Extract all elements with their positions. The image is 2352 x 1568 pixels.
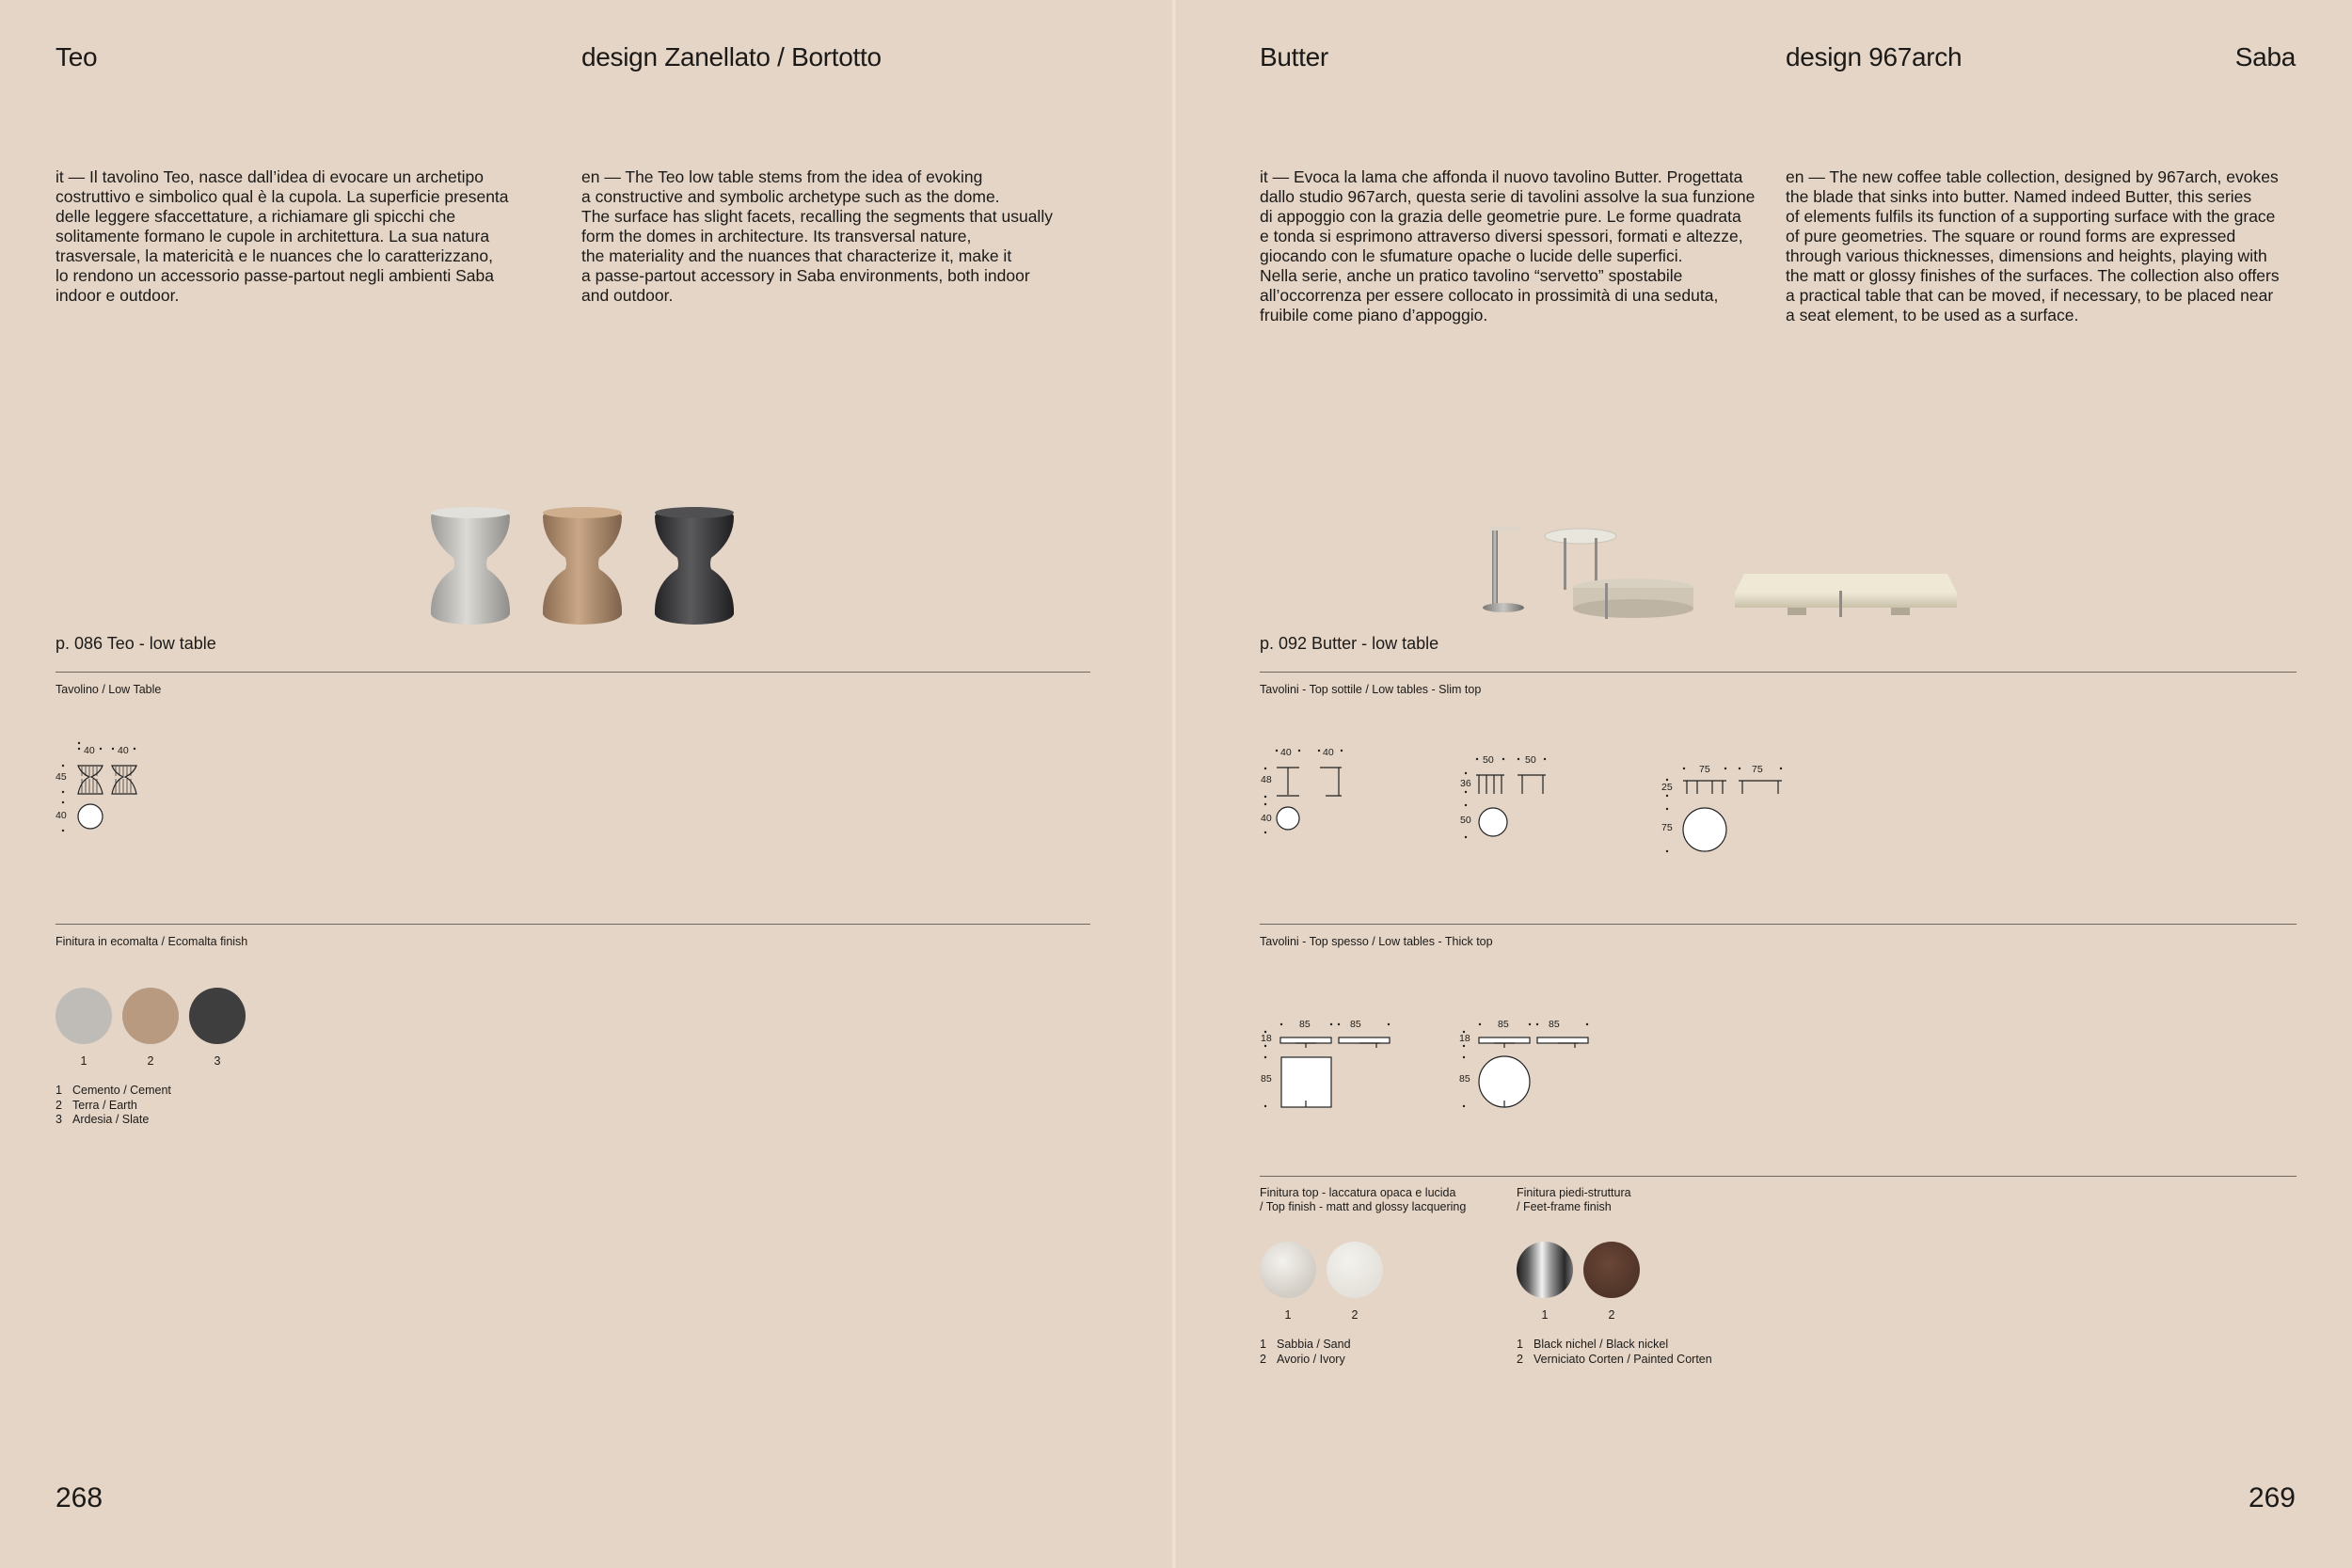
dim-width-1: 50 xyxy=(1483,754,1494,766)
dim-height: 45 xyxy=(56,771,67,783)
description-english: en — The Teo low table stems from the idea of evoking a constructive and symbolic archetype such as the dome. The surface has slight facets, recalling the segments that usually form the domes in architecture. Its transversal nature, the materiality and the nuances that characterize it, make it a passe-partout accessory in Saba environments, both indoor and outdoor. xyxy=(581,167,1053,305)
dim-width-2: 85 xyxy=(1549,1019,1560,1030)
designer-credit: design 967arch xyxy=(1786,42,1963,71)
divider xyxy=(1260,1176,2296,1177)
dim-width-1: 40 xyxy=(84,745,95,756)
legend-item: 1 Sabbia / Sand xyxy=(1260,1338,1351,1351)
stool-earth xyxy=(543,507,622,625)
product-title: Butter xyxy=(1260,42,1328,71)
dim-height: 48 xyxy=(1261,774,1272,785)
right-page xyxy=(1176,0,2352,1568)
swatch-number: 1 xyxy=(1541,1308,1549,1322)
finish-legend xyxy=(56,1084,171,1128)
dim-height: 25 xyxy=(1661,782,1673,793)
dimension-drawing-teo xyxy=(52,743,165,837)
swatch-number: 1 xyxy=(1284,1308,1292,1322)
side-table xyxy=(1483,527,1524,612)
legend-item: 2 Terra / Earth xyxy=(56,1098,137,1112)
section-label-slim-top: Tavolini - Top sottile / Low tables - Slim top xyxy=(1260,683,1482,696)
divider xyxy=(56,672,1090,673)
swatch-number: 2 xyxy=(1351,1308,1359,1322)
swatch-number: 1 xyxy=(80,1054,87,1068)
swatch-black-nickel xyxy=(1517,1242,1573,1298)
dimension-drawing-slim-40 xyxy=(1258,745,1361,839)
divider xyxy=(1260,924,2296,925)
dim-diameter: 75 xyxy=(1661,822,1673,833)
swatch-cement xyxy=(56,988,112,1044)
product-photo-teo xyxy=(423,503,743,630)
legend-item: 2 Verniciato Corten / Painted Corten xyxy=(1517,1352,1712,1366)
dim-height: 18 xyxy=(1459,1033,1470,1044)
swatch-earth xyxy=(122,988,179,1044)
dim-diameter: 85 xyxy=(1459,1073,1470,1085)
dim-width-1: 40 xyxy=(1280,747,1292,758)
dim-depth: 85 xyxy=(1261,1073,1272,1085)
section-label-finish: Finitura in ecomalta / Ecomalta finish xyxy=(56,935,248,948)
dimension-drawing-thick-round xyxy=(1456,1016,1607,1110)
dimension-drawing-slim-50 xyxy=(1458,752,1571,847)
product-reference: p. 086 Teo - low table xyxy=(56,634,216,653)
section-label-feet-finish: Finitura piedi-struttura / Feet-frame finish xyxy=(1517,1186,1631,1213)
section-label-low-table: Tavolino / Low Table xyxy=(56,683,162,696)
page-number: 268 xyxy=(56,1482,103,1513)
swatch-painted-corten xyxy=(1583,1242,1640,1298)
section-label-thick-top: Tavolini - Top spesso / Low tables - Thick top xyxy=(1260,935,1493,948)
legend-item: 3 Ardesia / Slate xyxy=(56,1113,150,1126)
swatch-number: 2 xyxy=(147,1054,154,1068)
left-page xyxy=(0,0,1173,1568)
dim-diameter: 40 xyxy=(1261,813,1272,824)
swatch-number: 3 xyxy=(214,1054,221,1068)
product-title: Teo xyxy=(56,42,98,71)
divider xyxy=(56,924,1090,925)
designer-credit: design Zanellato / Bortotto xyxy=(581,42,882,71)
dim-width-2: 85 xyxy=(1350,1019,1361,1030)
swatch-slate xyxy=(189,988,246,1044)
stool-slate xyxy=(655,507,734,625)
dimension-drawing-thick-square xyxy=(1258,1016,1408,1110)
dim-width-1: 85 xyxy=(1498,1019,1509,1030)
dim-width-1: 75 xyxy=(1699,764,1710,775)
legend-item: 2 Avorio / Ivory xyxy=(1260,1352,1345,1366)
description-english: en — The new coffee table collection, designed by 967arch, evokes the blade that sinks into butter. Named indeed Butter, this series of elements fulfils its function of a supporting surface with the grace of pure geometries. The square or round forms are expressed through various thicknesses, dimensions and heights, playing with the matt or glossy finishes of the surfaces. The collection also offers a practical table that can be moved, if necessary, to be placed near a seat element, to be used as a surface. xyxy=(1786,167,2280,325)
stool-cement xyxy=(431,507,510,625)
dim-width-1: 85 xyxy=(1299,1019,1311,1030)
swatch-number: 2 xyxy=(1608,1308,1615,1322)
dim-width-2: 40 xyxy=(118,745,129,756)
dim-width-2: 75 xyxy=(1752,764,1763,775)
dim-width-2: 50 xyxy=(1525,754,1536,766)
section-label-top-finish: Finitura top - laccatura opaca e lucida / Top finish - matt and glossy lacquering xyxy=(1260,1186,1467,1213)
description-italian: it — Il tavolino Teo, nasce dall’idea di evocare un archetipo costruttivo e simbolico qual è la cupola. La superficie presenta delle leggere sfaccettature, a richiamare gli spicchi che solitamente formano le cupole in architettura. La sua natura trasversale, la matericità e le nuances che lo caratterizzano, lo rendono un accessorio passe-partout negli ambienti Saba indoor e outdoor. xyxy=(56,167,509,305)
product-photo-butter xyxy=(1477,517,1966,626)
dimension-drawing-slim-75 xyxy=(1660,762,1801,856)
top-finish-legend xyxy=(1260,1338,1351,1367)
brand-name: Saba xyxy=(2234,42,2296,71)
swatch-ivory xyxy=(1327,1242,1383,1298)
dim-width-2: 40 xyxy=(1323,747,1334,758)
divider xyxy=(1260,672,2296,673)
dim-height: 18 xyxy=(1261,1033,1272,1044)
legend-item: 1 Cemento / Cement xyxy=(56,1084,171,1097)
description-italian: it — Evoca la lama che affonda il nuovo tavolino Butter. Progettata dallo studio 967arch, questa serie di tavolini assolve la sua funzione di appoggio con la grazia delle geometrie pure. Le forme quadrata e tonda si esprimono attraverso diversi spessori, formati e altezze, giocando con le sfumature opache o lucide delle superfici. Nella serie, anche un pratico tavolino “servetto” spostabile all’occorrenza per essere collocato in prossimità di una seduta, fruibile come piano d’appoggio. xyxy=(1260,167,1756,325)
swatch-sand xyxy=(1260,1242,1316,1298)
product-reference: p. 092 Butter - low table xyxy=(1260,634,1439,653)
round-tables xyxy=(1545,529,1693,619)
legend-item: 1 Black nichel / Black nickel xyxy=(1517,1338,1669,1351)
dim-diameter: 40 xyxy=(56,810,67,821)
dim-height: 36 xyxy=(1460,778,1471,789)
square-table xyxy=(1735,574,1957,617)
page-number: 269 xyxy=(2248,1482,2296,1513)
feet-finish-legend xyxy=(1517,1338,1712,1367)
dim-diameter: 50 xyxy=(1460,815,1471,826)
